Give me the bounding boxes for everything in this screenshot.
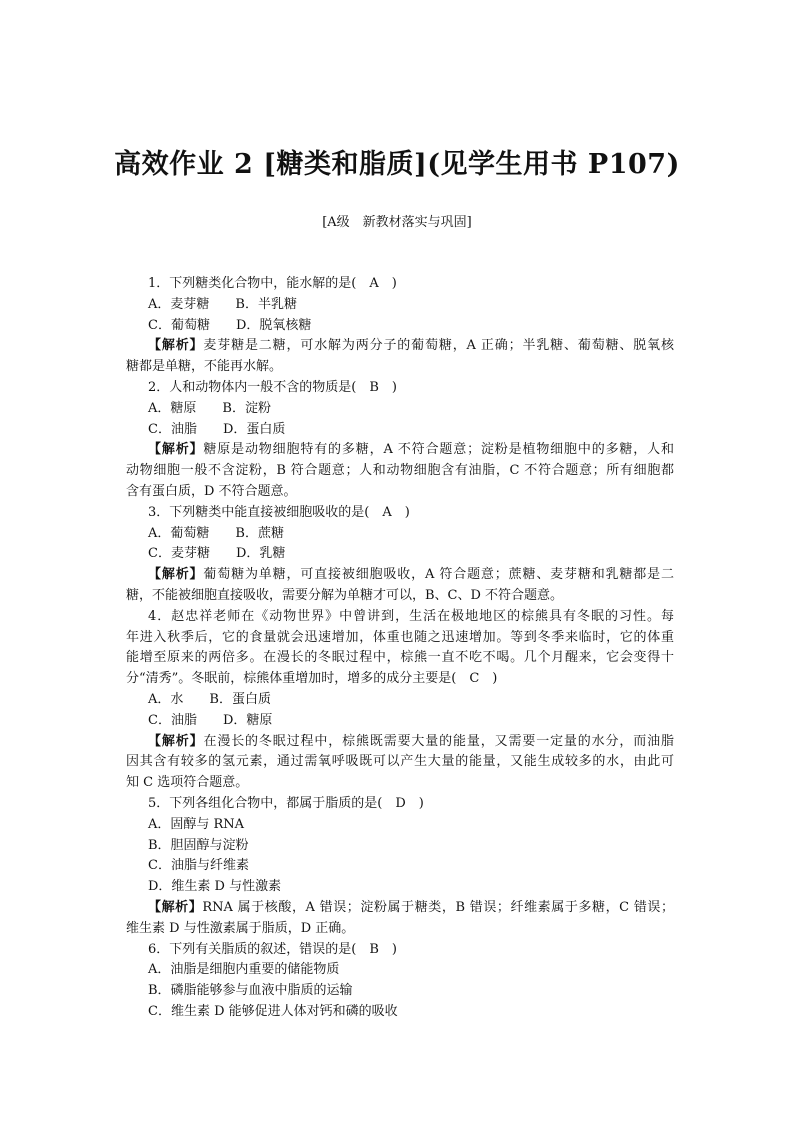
section-heading: [A级 新教材落实与巩固]	[322, 215, 472, 230]
question-5	[126, 794, 674, 940]
option-c: C．维生素 D 能够促进人体对钙和磷的吸收	[148, 1003, 398, 1019]
explanation-text: 葡萄糖为单糖，可直接被细胞吸收，A 符合题意；蔗糖、麦芽糖和乳糖都是二	[203, 567, 674, 583]
explanation-line: 知 C 选项符合题意。	[126, 775, 249, 791]
option-a: A．糖原	[148, 400, 197, 416]
explanation-line: 糖都是单糖，不能再水解。	[126, 359, 283, 375]
option-d: D．维生素 D 与性激素	[148, 879, 282, 895]
option-row	[126, 316, 674, 337]
analysis-tag: 【解析】	[148, 733, 204, 749]
option-row	[126, 544, 674, 565]
question-3	[126, 503, 674, 607]
option-a: A．固醇与 RNA	[148, 816, 245, 832]
analysis-tag: 【解析】	[148, 338, 204, 354]
question-stem: 能增至原来的两倍多。在漫长的冬眠过程中，棕熊一直不吃不喝。几个月醒来，它会变得十	[126, 650, 674, 666]
question-6	[126, 940, 674, 1023]
option-row	[126, 420, 674, 441]
question-list	[126, 274, 674, 1023]
option-row	[126, 399, 674, 420]
option-a: A．葡萄糖	[148, 525, 210, 541]
explanation-text: 麦芽糖是二糖，可水解为两分子的葡萄糖，A 正确；半乳糖、葡萄糖、脱氧核	[203, 338, 674, 354]
question-4	[126, 607, 674, 794]
option-c: C．油脂	[148, 421, 197, 437]
analysis-tag: 【解析】	[148, 899, 203, 915]
explanation-text: RNA 属于核酸，A 错误；淀粉属于糖类，B 错误；纤维素属于多糖，C 错误；	[202, 899, 674, 915]
question-stem: 5．下列各组化合物中，都属于脂质的是( D )	[148, 795, 424, 811]
explanation-line: 含有蛋白质，D 不符合题意。	[126, 483, 297, 499]
option-d: D．脱氧核糖	[235, 317, 312, 333]
option-a: A．油脂是细胞内重要的储能物质	[148, 962, 340, 978]
question-stem: 4．赵忠祥老师在《动物世界》中曾讲到，生活在极地地区的棕熊具有冬眠的习性。每	[148, 608, 674, 624]
option-row	[126, 295, 674, 316]
option-b: B．胆固醇与淀粉	[148, 837, 249, 853]
question-1	[126, 274, 674, 378]
explanation-line	[126, 732, 674, 753]
explanation-text: 糖原是动物细胞特有的多糖，A 不符合题意；淀粉是植物细胞中的多糖，人和	[203, 442, 674, 458]
option-b: B．蔗糖	[235, 525, 284, 541]
option-d: D．蛋白质	[222, 421, 286, 437]
question-stem: 3．下列糖类中能直接被细胞吸收的是( A )	[148, 504, 410, 520]
page-title: 高效作业 2 [糖类和脂质](见学生用书 P107)	[114, 149, 680, 180]
analysis-tag: 【解析】	[148, 442, 204, 458]
option-b: B．半乳糖	[235, 296, 297, 312]
explanation-line	[126, 898, 674, 919]
option-row	[126, 690, 674, 711]
question-2	[126, 378, 674, 503]
option-row	[126, 711, 674, 732]
question-stem: 1．下列糖类化合物中，能水解的是( A )	[148, 276, 397, 291]
option-a: A．水	[148, 691, 184, 707]
explanation-line	[126, 336, 674, 357]
option-b: B．磷脂能够参与血液中脂质的运输	[148, 983, 353, 999]
question-stem: 年进入秋季后，它的食量就会迅速增加，体重也随之迅速增加。等到冬季来临时，它的体重	[126, 629, 674, 645]
explanation-text: 在漫长的冬眠过程中，棕熊既需要大量的能量，又需要一定量的水分，而油脂	[203, 733, 674, 749]
option-d: D．乳糖	[235, 546, 286, 562]
question-stem: 6．下列有关脂质的叙述，错误的是( B )	[148, 941, 397, 957]
question-stem: 2．人和动物体内一般不含的物质是( B )	[148, 379, 397, 395]
explanation-line: 因其含有较多的氢元素，通过需氧呼吸既可以产生大量的能量，又能生成较多的水，由此可	[126, 754, 674, 770]
option-b: B．淀粉	[222, 400, 271, 416]
analysis-tag: 【解析】	[148, 567, 204, 583]
option-c: C．油脂	[148, 712, 197, 728]
option-c: C．麦芽糖	[148, 546, 210, 562]
explanation-line: 维生素 D 与性激素属于脂质，D 正确。	[126, 920, 355, 936]
option-b: B．蛋白质	[209, 691, 271, 707]
option-row	[126, 524, 674, 545]
option-a: A．麦芽糖	[148, 296, 210, 312]
option-c: C．葡萄糖	[148, 317, 210, 333]
explanation-line: 糖，不能被细胞直接吸收，需要分解为单糖才可以，B、C、D 不符合题意。	[126, 587, 564, 603]
question-stem: 分“清秀”。冬眠前，棕熊体重增加时，增多的成分主要是( C )	[126, 671, 498, 687]
option-c: C．油脂与纤维素	[148, 858, 249, 874]
explanation-line	[126, 440, 674, 461]
option-d: D．糖原	[222, 712, 273, 728]
explanation-line	[126, 565, 674, 586]
explanation-line: 动物细胞一般不含淀粉，B 符合题意；人和动物细胞含有油脂，C 不符合题意；所有细胞都	[126, 463, 674, 479]
